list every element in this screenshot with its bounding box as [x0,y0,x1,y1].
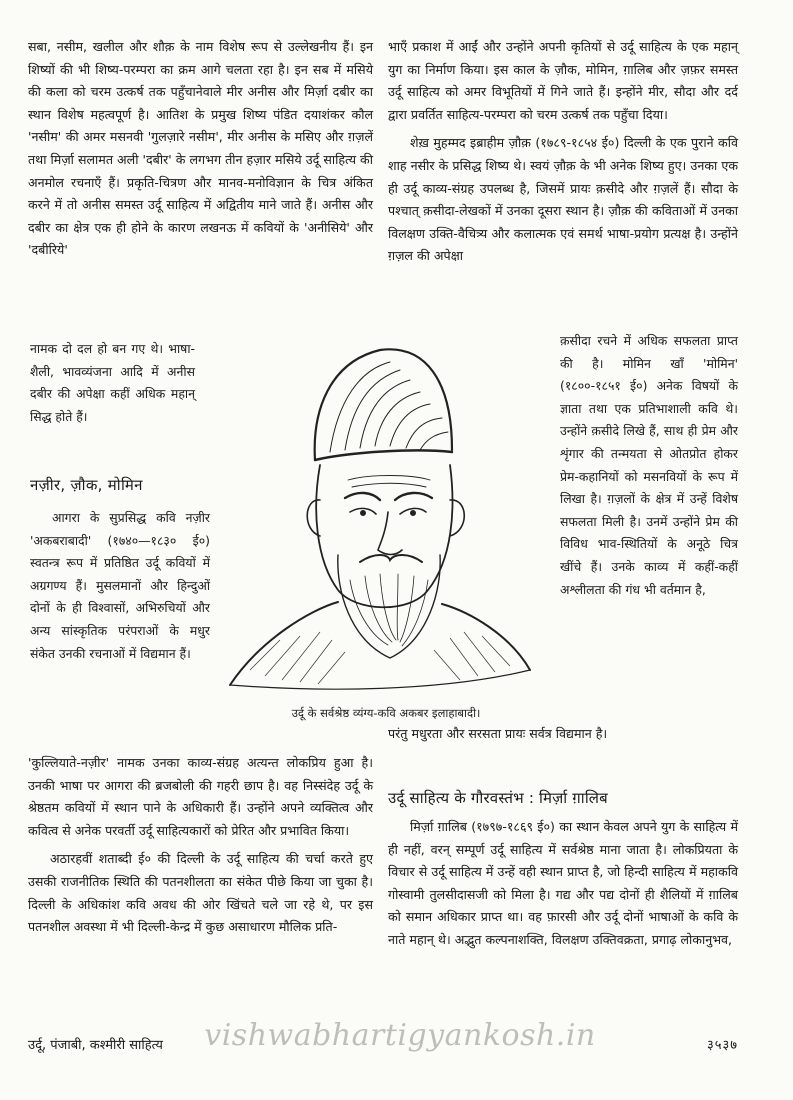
paragraph-anis-dabir: नामक दो दल हो बन गए थे। भाषा-शैली, भावव्यंजना आदि में अनीस दबीर की अपेक्षा कहीं अधिक महान् सिद्ध होते हैं। [30,341,195,424]
coat [230,602,338,685]
section-heading-nazir: नज़ीर, ज़ौक, मोमिन [30,476,143,494]
paragraph-momin: क़सीदा रचने में अधिक सफलता प्राप्त की है। मोमिन खाँ 'मोमिन' (१८००-१८५१ ई०) अनेक विषयों के ज्ञाता तथा एक प्रतिभाशाली कवि थे। उन्होंने क़सीदे लिखे हैं, साथ ही प्रेम और शृंगार की तन्मयता से ओतप्रोत होकर प्रेम-कहानियों को मसनवियों के रूप में लिखा है। ग़ज़लों के क्षेत्र में उन्हें विशेष सफलता मिली है। उनमें उन्होंने प्रेम की विविध भाव-स्थितियों के अनूठे चित्र खींचे हैं। उनके काव्य में कहीं-कहीं अश्लीलता की गंध भी वर्तमान है, [560,333,738,597]
footer-section-title: उर्दू, पंजाबी, कश्मीरी साहित्य [28,1038,163,1053]
right-column-narrow [560,330,738,607]
portrait-illustration [220,340,540,702]
fez-cap [315,349,452,460]
paragraph-disciples: सबा, नसीम, खलील और शौक़ के नाम विशेष रूप से उल्लेखनीय हैं। इन शिष्यों की भी शिष्य-परम्परा का क्रम आगे चलता रहा है। इन सब में मसिये की कला को चरम उत्कर्ष तक पहुँचानेवाले मीर अनीस और मिर्ज़ा दबीर का स्थान विशेष महत्वपूर्ण है। आतिश के प्रमुख शिष्य पंडित दयाशंकर कौल 'नसीम' की अमर मसनवी 'गुलज़ारे नसीम', मीर अनीस के मसिए और ग़ज़लें तथा मिर्ज़ा सलामत अली 'दबीर' के लगभग तीन हज़ार मसिये उर्दू साहित्य की अनमोल रचनाएँ हैं। प्रकृति-चित्रण और मानव-मनोविज्ञान के चित्र अंकित करने में तो अनीस समस्त उर्दू साहित्य में अद्वितीय माने जाते हैं। अनीस और दबीर का क्षेत्र एक ही होने के कारण लखनऊ में कवियों के 'अनीसिये' और 'दबीरिये' [28,39,373,258]
left-column-top [28,36,373,268]
left-column-narrow-1 [30,338,195,434]
right-column-top [388,36,738,274]
right-column-continue [388,723,738,752]
figure-caption: उर्दू के सर्वश्रेष्ठ व्यंग्य-कवि अकबर इलाहाबादी। [291,706,481,720]
paragraph-delhi-era: भाएँ प्रकाश में आईं और उन्होंने अपनी कृतियों से उर्दू साहित्य के एक महान् युग का निर्माण किया। इस काल के ज़ौक, मोमिन, ग़ालिब और ज़फ़र समस्त उर्दू साहित्य को अमर विभूतियों में गिने जाते हैं। इन्होंने मीर, सौदा और दर्द द्वारा प्रवर्तित साहित्य-परम्परा को चरम उत्कर्ष तक पहुँचा दिया। [388,39,738,122]
left-column-bottom [28,752,373,945]
paragraph-momin-end: परंतु मधुरता और सरसता प्रायः सर्वत्र विद्यमान है। [388,726,608,741]
paragraph-kulliyat: 'कुल्लियाते-नज़ीर' नामक उनका काव्य-संग्रह अत्यन्त लोकप्रिय हुआ है। उनकी भाषा पर आगरा की ब्रजबोली की गहरी छाप है। वह निस्संदेह उर्दू के श्रेष्ठतम कवियों में स्थान पाने के अधिकारी हैं। उन्होंने अपने व्यक्तित्व और कवित्व से अनेक परवर्ती उर्दू साहित्यकारों को प्रेरित और प्रभावित किया। [28,755,373,838]
section-heading-ghalib: उर्दू साहित्य के गौरवस्तंभ : मिर्ज़ा ग़ालिब [388,789,608,807]
watermark: vishwabhartigyankosh.in [204,1018,596,1053]
face-outline [316,465,452,607]
left-column-narrow-2 [30,507,210,671]
paragraph-delhi: अठारहवीं शताब्दी ई० की दिल्ली के उर्दू साहित्य की चर्चा करते हुए उसकी राजनीतिक स्थिति की पतनशीलता का संकेत पीछे किया जा चुका है। दिल्ली के अधिकांश कवि अवध की ओर खिंचते चले जा रहे थे, पर इस पतनशील अवस्था में भी दिल्ली-केन्द्र में कुछ असाधारण मौलिक प्रति- [28,851,373,935]
page-number: ३५३७ [706,1038,738,1053]
paragraph-ghalib: मिर्ज़ा ग़ालिब (१७९७-१८६९ ई०) का स्थान केवल अपने युग के साहित्य में ही नहीं, वरन् सम्पूर्ण उर्दू साहित्य में सर्वश्रेष्ठ माना जाता है। लोकप्रियता के विचार से उर्दू साहित्य में उन्हें वही स्थान प्राप्त है, जो हिन्दी साहित्य में महाकवि गोस्वामी तुलसीदासजी को मिला है। गद्य और पद्य दोनों ही शैलियों में ग़ालिब को समान अधिकार प्राप्त था। वह फ़ारसी और उर्दू दोनों भाषाओं के कवि के नाते महान् थे। अद्भुत कल्पनाशक्ति, विलक्षण उक्तिवक्रता, प्रगाढ़ लोकानुभव, [388,819,738,947]
right-column-bottom [388,816,738,958]
paragraph-zauq: शेख़ मुहम्मद इब्राहीम ज़ौक़ (१७८९-१८५४ ई०) दिल्ली के एक पुराने कवि शाह नसीर के प्रसिद्ध शिष्य थे। स्वयं ज़ौक़ के भी अनेक शिष्य हुए। उनका एक ही उर्दू काव्य-संग्रह उपलब्ध है, जिसमें प्रायः क़सीदे और ग़ज़लें हैं। सौदा के पश्चात् क़सीदा-लेखकों में उनका दूसरा स्थान है। ज़ौक़ की कविताओं में उनका विलक्षण उक्ति-वैचित्र्य और कलात्मक एवं समर्थ भाषा-प्रयोग प्रत्यक्ष है। उन्होंने ग़ज़ल की अपेक्षा [388,135,738,264]
paragraph-nazir: आगरा के सुप्रसिद्ध कवि नज़ीर 'अकबराबादी' (१७४०—१८३० ई०) स्वतन्त्र रूप में प्रतिष्ठित उर्दू कवियों में अग्रगण्य हैं। मुसलमानों और हिन्दुओं दोनों के ही विश्वासों, अभिरुचियों और अन्य सांस्कृतिक परंपराओं के मधुर संकेत उनकी रचनाओं में विद्यमान हैं। [30,510,210,661]
